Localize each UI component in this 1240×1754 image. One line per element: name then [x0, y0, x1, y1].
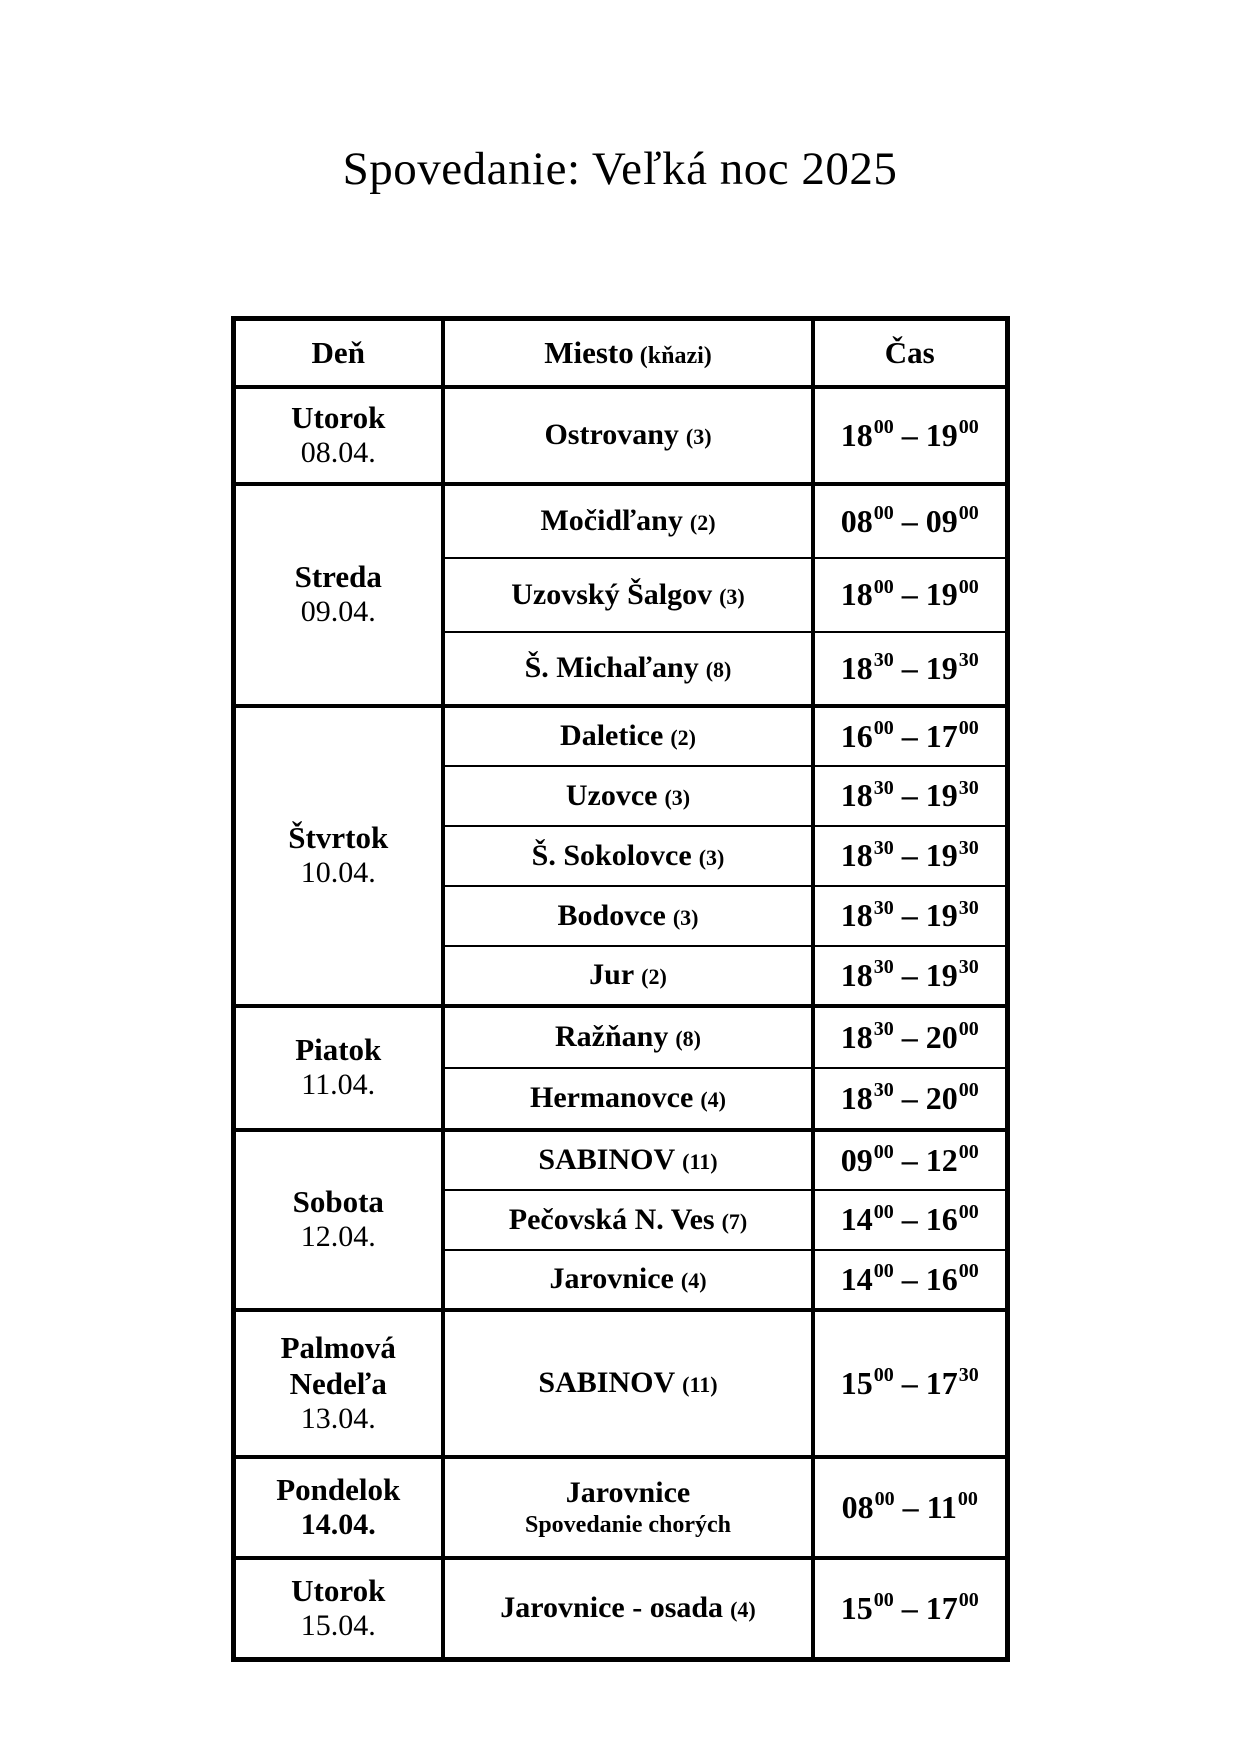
time-start-min: 00 [873, 416, 894, 439]
table-row [233, 387, 1007, 484]
place-name: Bodovce [557, 898, 666, 932]
time-dash: – [901, 1201, 918, 1237]
day-cell [233, 1006, 443, 1130]
time-dash: – [901, 416, 918, 453]
time-end-min: 00 [958, 1260, 979, 1283]
time-end-hour: 19 [925, 416, 958, 453]
time-start-hour: 09 [840, 1141, 873, 1178]
time-end-hour: 16 [925, 1201, 958, 1237]
place-name: Š. Sokolovce [531, 838, 692, 872]
time-start-hour: 15 [840, 1589, 873, 1626]
time-cell [813, 1310, 1007, 1457]
day-name: Nedeľa [289, 1365, 387, 1401]
place-count: (3) [672, 904, 699, 930]
time-cell [813, 946, 1007, 1006]
place-name: Jarovnice [565, 1475, 691, 1509]
table-row [233, 484, 1007, 558]
place-count: (2) [641, 964, 667, 989]
time-cell [813, 1130, 1007, 1190]
time-dash: – [901, 502, 918, 539]
place-count: (11) [682, 1372, 718, 1397]
time-start-min: 00 [873, 1141, 894, 1164]
time-end-hour: 17 [925, 1589, 958, 1626]
day-date: 13.04. [300, 1401, 376, 1435]
time-end-min: 00 [958, 717, 979, 740]
time-end-min: 30 [958, 836, 979, 859]
time-cell [813, 387, 1007, 484]
day-name: Štvrtok [288, 820, 389, 856]
day-date: 08.04. [300, 435, 376, 469]
time-dash: – [902, 1488, 919, 1525]
time-start-min: 00 [873, 1260, 894, 1283]
time-start-hour: 18 [840, 897, 873, 933]
header-row [233, 319, 1007, 387]
time-start-hour: 14 [840, 1201, 873, 1237]
schedule-table [231, 316, 1010, 1662]
time-end-hour: 19 [925, 956, 958, 993]
place-name: Hermanovce [530, 1081, 694, 1114]
time-start-hour: 18 [840, 576, 873, 612]
time-start-hour: 18 [840, 1018, 873, 1055]
table-row [233, 706, 1007, 766]
time-start-min: 30 [873, 776, 894, 799]
header-day [233, 319, 443, 387]
time-start-hour: 16 [840, 717, 873, 754]
day-cell [233, 387, 443, 484]
day-cell [233, 1558, 443, 1660]
time-end-min: 30 [958, 896, 979, 919]
day-date: 15.04. [300, 1608, 376, 1642]
time-start-min: 30 [873, 896, 894, 919]
time-cell [813, 1457, 1007, 1558]
day-cell [233, 1457, 443, 1558]
time-cell [813, 1558, 1007, 1660]
place-name: SABINOV [538, 1143, 676, 1176]
day-date: 09.04. [300, 595, 376, 629]
time-end-min: 30 [958, 649, 979, 672]
time-end-min: 00 [958, 1018, 979, 1041]
time-start-hour: 18 [840, 649, 873, 686]
table-row [233, 1558, 1007, 1660]
time-dash: – [901, 777, 918, 813]
place-name: Jur [589, 958, 635, 991]
place-cell [443, 1457, 813, 1558]
time-end-min: 30 [958, 956, 979, 979]
place-cell [443, 886, 813, 946]
time-end-min: 30 [958, 1364, 979, 1387]
time-dash: – [901, 649, 918, 686]
time-dash: – [901, 1141, 918, 1178]
place-count: (3) [719, 583, 745, 609]
place-name: Jarovnice - osada [500, 1591, 724, 1625]
place-count: (8) [675, 1026, 701, 1051]
time-end-hour: 12 [925, 1141, 958, 1178]
day-name: Utorok [291, 1572, 386, 1608]
day-name: Pondelok [276, 1471, 401, 1507]
place-count: (2) [670, 725, 696, 750]
time-start-hour: 18 [840, 1079, 873, 1116]
time-dash: – [901, 837, 918, 873]
place-cell [443, 706, 813, 766]
place-note: Spovedanie chorých [524, 1511, 731, 1538]
place-cell [443, 484, 813, 558]
time-start-min: 00 [873, 1200, 894, 1223]
time-start-min: 30 [873, 956, 894, 979]
place-count: (7) [721, 1208, 748, 1234]
time-start-min: 30 [873, 1018, 894, 1041]
place-name: Uzovce [565, 778, 658, 812]
time-start-hour: 08 [841, 1488, 874, 1525]
place-count: (11) [682, 1149, 718, 1174]
time-start-min: 30 [873, 649, 894, 672]
time-end-hour: 19 [925, 837, 958, 873]
day-date: 14.04. [300, 1507, 376, 1541]
time-dash: – [901, 1079, 918, 1116]
time-cell [813, 632, 1007, 706]
time-cell [813, 766, 1007, 826]
time-cell [813, 484, 1007, 558]
time-start-min: 00 [873, 575, 894, 598]
place-count: (3) [698, 844, 725, 870]
place-cell [443, 632, 813, 706]
table-row [233, 1457, 1007, 1558]
place-cell [443, 1310, 813, 1457]
time-end-hour: 19 [925, 576, 958, 612]
place-cell [443, 766, 813, 826]
place-cell [443, 1006, 813, 1068]
place-name: Močidľany [540, 504, 683, 537]
place-cell [443, 387, 813, 484]
time-end-hour: 17 [925, 1364, 958, 1401]
time-start-min: 00 [874, 1488, 895, 1511]
place-name: Ražňany [554, 1020, 669, 1053]
time-end-min: 00 [958, 1200, 979, 1223]
place-cell [443, 1250, 813, 1310]
time-start-min: 00 [873, 1364, 894, 1387]
time-cell [813, 706, 1007, 766]
place-count: (4) [700, 1087, 726, 1112]
day-cell [233, 1130, 443, 1310]
time-dash: – [901, 956, 918, 993]
day-name: Sobota [292, 1184, 384, 1220]
time-cell [813, 1190, 1007, 1250]
time-start-hour: 18 [840, 956, 873, 993]
time-cell [813, 1250, 1007, 1310]
time-end-hour: 19 [925, 649, 958, 686]
time-end-hour: 17 [925, 717, 958, 754]
header-place [443, 319, 813, 387]
time-end-hour: 11 [926, 1488, 957, 1525]
place-name: Jarovnice [549, 1262, 674, 1295]
time-dash: – [901, 1589, 918, 1626]
time-end-min: 00 [958, 1079, 979, 1102]
time-start-min: 30 [873, 1079, 894, 1102]
day-date: 12.04. [300, 1220, 376, 1254]
day-date: 11.04. [301, 1068, 376, 1102]
time-cell [813, 886, 1007, 946]
place-cell [443, 946, 813, 1006]
day-cell [233, 706, 443, 1006]
time-end-hour: 19 [925, 777, 958, 813]
day-date: 10.04. [300, 856, 376, 890]
place-name: Uzovský Šalgov [511, 577, 713, 611]
time-cell [813, 1068, 1007, 1130]
place-cell [443, 1130, 813, 1190]
day-cell [233, 1310, 443, 1457]
place-name: SABINOV [538, 1366, 676, 1399]
place-name: Ostrovany [544, 418, 679, 451]
time-dash: – [901, 717, 918, 754]
place-cell [443, 1558, 813, 1660]
table-row [233, 1310, 1007, 1457]
place-cell [443, 558, 813, 632]
time-end-min: 00 [958, 416, 979, 439]
time-start-hour: 18 [840, 837, 873, 873]
time-end-min: 00 [958, 575, 979, 598]
table-row [233, 1006, 1007, 1068]
time-end-hour: 09 [925, 502, 958, 539]
time-dash: – [901, 897, 918, 933]
day-cell [233, 484, 443, 706]
place-cell [443, 826, 813, 886]
header-place-sublabel: (kňazi) [639, 342, 712, 369]
time-end-min: 30 [958, 776, 979, 799]
time-end-hour: 19 [925, 897, 958, 933]
time-dash: – [901, 1364, 918, 1401]
time-start-hour: 14 [840, 1260, 873, 1297]
place-cell [443, 1190, 813, 1250]
time-dash: – [901, 1260, 918, 1297]
time-end-hour: 16 [925, 1260, 958, 1297]
time-end-hour: 20 [925, 1018, 958, 1055]
time-start-min: 00 [873, 717, 894, 740]
place-count: (8) [705, 657, 732, 682]
time-start-hour: 18 [840, 777, 873, 813]
time-cell [813, 826, 1007, 886]
place-count: (2) [689, 510, 716, 535]
time-start-hour: 18 [840, 416, 873, 453]
header-time-label: Čas [884, 334, 935, 370]
time-end-min: 00 [958, 1141, 979, 1164]
time-start-hour: 08 [840, 502, 873, 539]
place-name: Pečovská N. Ves [508, 1202, 715, 1236]
time-end-min: 00 [958, 502, 979, 525]
day-name: Palmová [280, 1329, 396, 1365]
place-name: Š. Michaľany [524, 651, 699, 684]
time-end-min: 00 [957, 1488, 978, 1511]
place-count: (4) [730, 1597, 756, 1623]
place-cell [443, 1068, 813, 1130]
day-name: Utorok [291, 399, 386, 435]
place-count: (3) [685, 424, 712, 449]
day-name: Streda [294, 559, 382, 595]
time-cell [813, 1006, 1007, 1068]
time-end-hour: 20 [925, 1079, 958, 1116]
place-name: Daletice [560, 719, 664, 752]
table-row [233, 1130, 1007, 1190]
time-cell [813, 558, 1007, 632]
time-start-min: 30 [873, 836, 894, 859]
place-count: (4) [680, 1268, 707, 1293]
time-start-min: 00 [873, 1589, 894, 1612]
time-start-min: 00 [873, 502, 894, 525]
time-start-hour: 15 [840, 1364, 873, 1401]
header-time [813, 319, 1007, 387]
time-dash: – [901, 1018, 918, 1055]
time-end-min: 00 [958, 1589, 979, 1612]
page-title: Spovedanie: Veľká noc 2025 [342, 143, 898, 195]
day-name: Piatok [295, 1032, 382, 1068]
time-dash: – [901, 576, 918, 612]
place-count: (3) [664, 784, 691, 810]
header-place-label: Miesto [544, 334, 634, 370]
header-day-label: Deň [311, 334, 365, 370]
